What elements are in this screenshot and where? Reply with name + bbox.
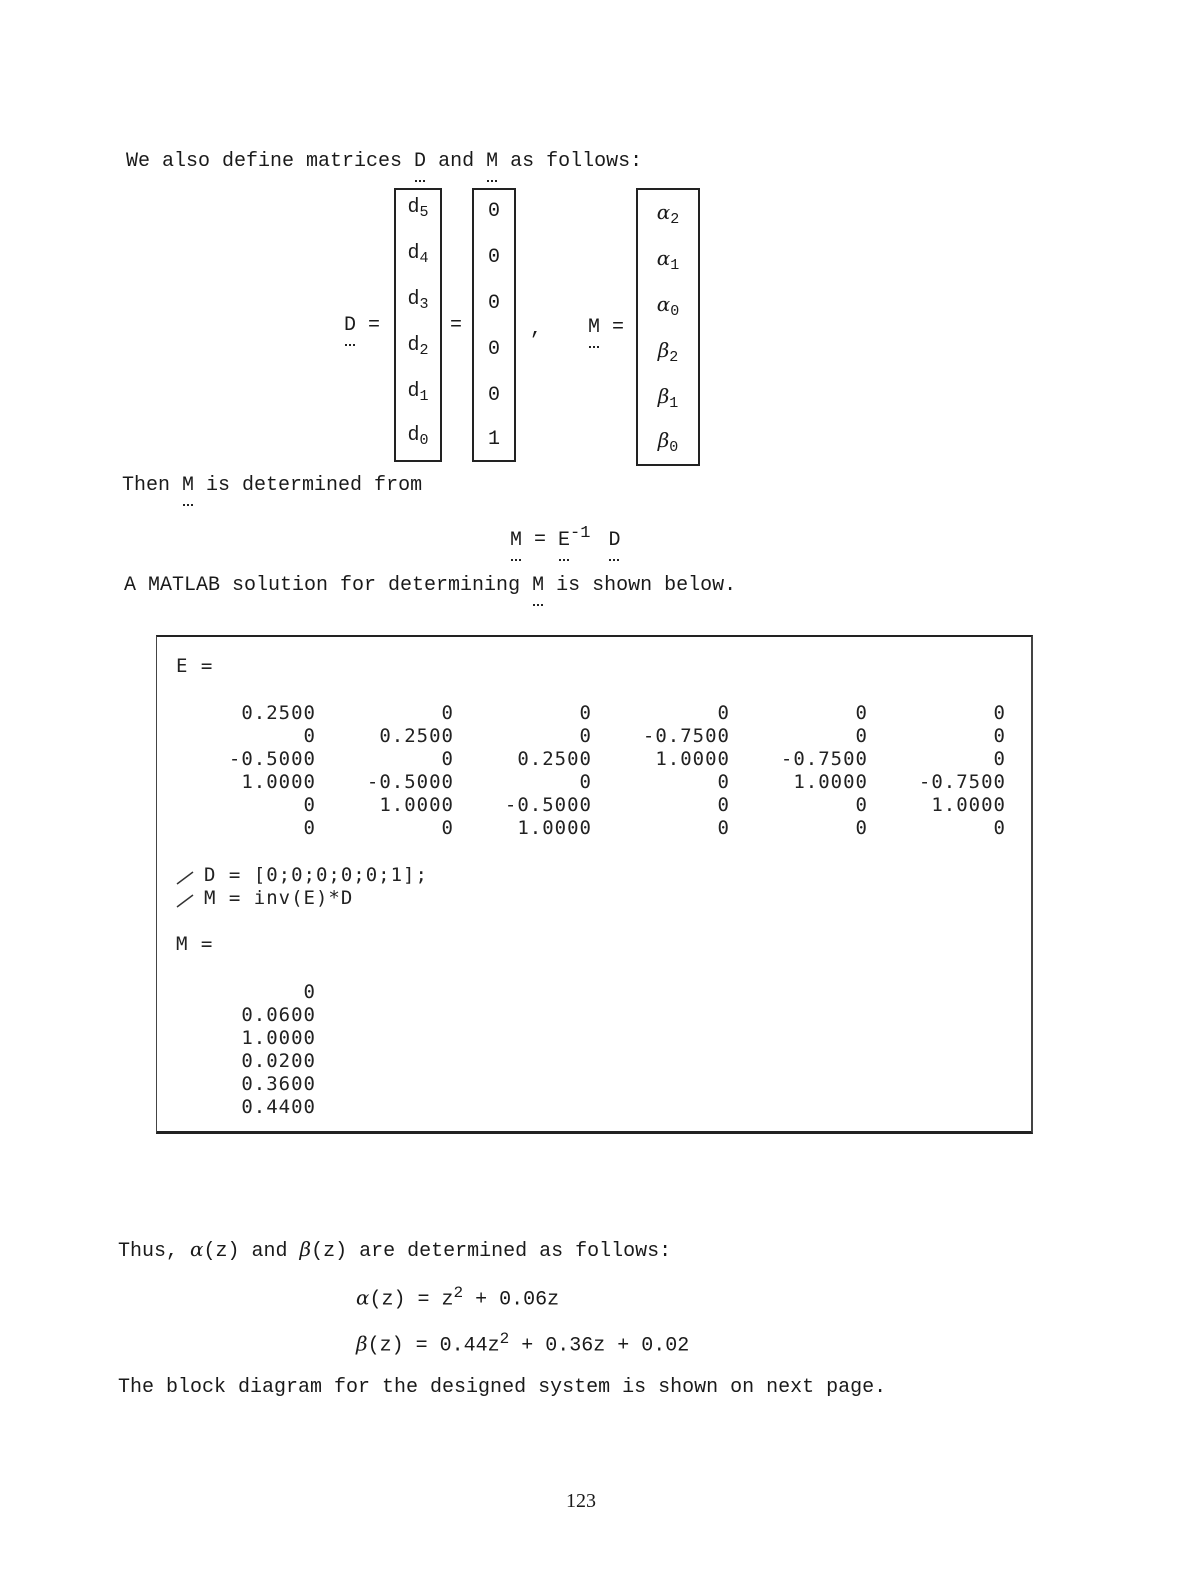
e-matrix-cell: 0 [579, 702, 592, 724]
m-symbol-cell: $\alpha_1$ [656, 246, 680, 274]
d-value-cell: 0 [487, 338, 500, 361]
e-matrix-cell: 1.0000 [655, 748, 730, 770]
d-symbol-cell: $d_3$ [407, 288, 429, 313]
m-symbol-cell: $\beta_1$ [657, 384, 679, 412]
d-value-cell: 0 [487, 200, 500, 223]
m-symbol-matrix [636, 188, 700, 466]
matlab-intro-m-symbol: M [532, 574, 545, 597]
beta-symbol: β [299, 1237, 312, 1261]
equation-e: E [558, 528, 571, 552]
intro-line [126, 150, 642, 173]
m-result-value: 0.3600 [241, 1073, 316, 1095]
d-equals-sign: = [368, 314, 381, 337]
e-matrix-label: E = [176, 655, 214, 677]
e-matrix-cell: -0.7500 [642, 725, 730, 747]
intro-m-symbol: M [486, 150, 499, 173]
e-matrix-cell: -0.5000 [504, 794, 592, 816]
e-matrix-cell: 0 [855, 702, 868, 724]
definition-comma: , [530, 318, 543, 341]
e-matrix-cell: 0 [993, 725, 1006, 747]
intro-suffix: as follows: [498, 150, 643, 173]
e-matrix-cell: 0 [579, 771, 592, 793]
e-matrix-cell: 0 [717, 702, 730, 724]
d-symbol-cell: $d_2$ [407, 334, 429, 359]
m-result-value: 0.0600 [241, 1004, 316, 1026]
m-symbol-cell: $\beta_0$ [657, 428, 679, 456]
m-result-value: 0.4400 [241, 1096, 316, 1118]
e-matrix-cell: 1.0000 [241, 771, 316, 793]
e-matrix-cell: 0 [993, 702, 1006, 724]
intro-and: and [426, 150, 487, 173]
e-matrix-cell: 0 [717, 771, 730, 793]
e-matrix-cell: 0 [855, 794, 868, 816]
beta-equation: $\beta(z) = 0.44z^2 + 0.36z + 0.02$ [356, 1330, 690, 1358]
prompt-mark-icon [176, 869, 194, 885]
e-matrix-cell: 1.0000 [793, 771, 868, 793]
e-matrix-cell: 0 [855, 817, 868, 839]
then-m-symbol: M [182, 474, 195, 497]
e-matrix-cell: 0 [441, 748, 454, 770]
e-matrix-cell: 0 [579, 725, 592, 747]
m-symbol-cell: $\beta_2$ [657, 338, 679, 366]
d-value-cell: 0 [487, 384, 500, 407]
m-equals-sign: = [612, 316, 625, 339]
d-symbol-cell: $d_0$ [407, 424, 429, 449]
e-matrix-cell: 0.2500 [517, 748, 592, 770]
d-symbol-cell: $d_4$ [407, 242, 429, 267]
e-matrix-cell: -0.7500 [918, 771, 1006, 793]
alpha-symbol: α [190, 1237, 204, 1261]
page-number: 123 [566, 1490, 596, 1512]
m-result-value: 0.0200 [241, 1050, 316, 1072]
e-matrix-cell: 0.2500 [379, 725, 454, 747]
d-value-cell: 0 [487, 246, 500, 269]
thus-line: Thus, α(z) and β(z) are determined as follows: [118, 1237, 672, 1263]
equation-d: D [608, 528, 621, 552]
e-matrix-cell: -0.5000 [366, 771, 454, 793]
d-matrix-label: D [344, 314, 357, 337]
m-symbol-cell: $\alpha_0$ [656, 292, 680, 320]
equation-m: M [510, 528, 523, 552]
alpha-equation: $\alpha(z) = z^2 + 0.06z$ [356, 1284, 560, 1312]
prompt-mark-icon [176, 892, 194, 908]
d-value-cell: 0 [487, 292, 500, 315]
closing-line: The block diagram for the designed system is shown on next page. [118, 1376, 887, 1399]
inverse-equation: $M = E^{-1}$ D [510, 524, 621, 552]
e-matrix-cell: 0 [303, 817, 316, 839]
d-symbol-cell: $d_1$ [407, 380, 429, 405]
e-matrix-cell: 0 [303, 794, 316, 816]
m-result-value: 0 [303, 981, 316, 1003]
e-matrix-cell: 1.0000 [379, 794, 454, 816]
intro-prefix: We also define matrices [126, 150, 415, 173]
matlab-command-d: D = [0;0;0;0;0;1]; [204, 864, 428, 886]
matlab-command-m: M = inv(E)*D [204, 887, 354, 909]
e-matrix-cell: 0 [993, 748, 1006, 770]
d-symbol-matrix [394, 188, 442, 462]
d-values-equals-sign: = [450, 314, 463, 337]
d-value-cell: 1 [487, 428, 500, 451]
m-matrix-label: M [588, 316, 601, 339]
intro-d-symbol: D [414, 150, 427, 173]
e-matrix-cell: 1.0000 [931, 794, 1006, 816]
e-matrix-cell: -0.7500 [780, 748, 868, 770]
e-matrix-cell: 0 [993, 817, 1006, 839]
e-matrix-cell: -0.5000 [228, 748, 316, 770]
m-symbol-cell: $\alpha_2$ [656, 200, 680, 228]
d-symbol-cell: $d_5$ [407, 196, 429, 221]
then-line: Then M is determined from [122, 474, 423, 497]
m-result-label: M = [176, 933, 214, 955]
e-matrix-cell: 1.0000 [517, 817, 592, 839]
matlab-intro-line: A MATLAB solution for determining M is shown below. [124, 574, 737, 597]
e-matrix-cell: 0 [717, 794, 730, 816]
equation-exponent: -1 [570, 524, 591, 543]
d-value-matrix [472, 188, 516, 462]
e-matrix-cell: 0 [303, 725, 316, 747]
e-matrix-cell: 0 [855, 725, 868, 747]
e-matrix-cell: 0 [717, 817, 730, 839]
e-matrix-cell: 0 [441, 817, 454, 839]
e-matrix-cell: 0.2500 [241, 702, 316, 724]
m-result-value: 1.0000 [241, 1027, 316, 1049]
e-matrix-cell: 0 [441, 702, 454, 724]
